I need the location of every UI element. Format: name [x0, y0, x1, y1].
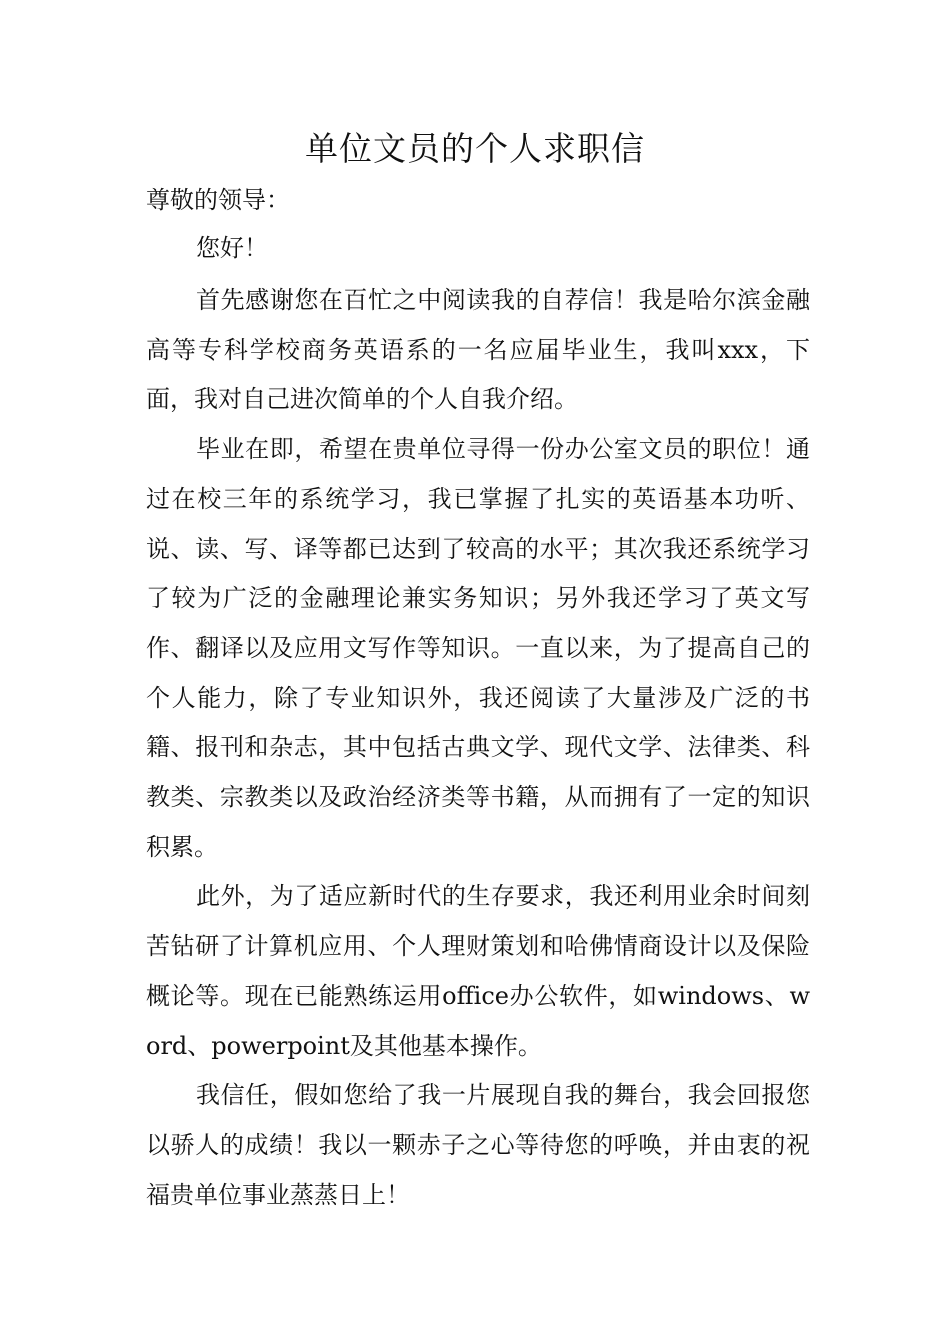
- paragraph-closing: 我信任，假如您给了我一片展现自我的舞台，我会回报您以骄人的成绩！我以一颗赤子之心等待您的呼唤，并由衷的祝福贵单位事业蒸蒸日上！: [146, 1081, 810, 1209]
- salutation: 尊敬的领导：: [146, 186, 290, 214]
- paragraph-introduction: 首先感谢您在百忙之中阅读我的自荐信！我是哈尔滨金融高等专科学校商务英语系的一名应届毕业生，我叫xxx，下面，我对自己进次简单的个人自我介绍。: [146, 286, 810, 414]
- paragraph-skills: 此外，为了适应新时代的生存要求，我还利用业余时间刻苦钻研了计算机应用、个人理财策划和哈佛情商设计以及保险概论等。现在已能熟练运用office办公软件，如windows、word、powerpoint及其他基本操作。: [146, 882, 810, 1060]
- greeting: 您好！: [196, 234, 268, 262]
- document-title: 单位文员的个人求职信: [305, 129, 645, 168]
- letter-body: [146, 276, 810, 1220]
- paragraph-qualifications: 毕业在即，希望在贵单位寻得一份办公室文员的职位！通过在校三年的系统学习，我已掌握了扎实的英语基本功听、说、读、写、译等都已达到了较高的水平；其次我还系统学习了较为广泛的金融理论兼实务知识；另外我还学习了英文写作、翻译以及应用文写作等知识。一直以来，为了提高自己的个人能力，除了专业知识外，我还阅读了大量涉及广泛的书籍、报刊和杂志，其中包括古典文学、现代文学、法律类、科教类、宗教类以及政治经济类等书籍，从而拥有了一定的知识积累。: [146, 435, 810, 861]
